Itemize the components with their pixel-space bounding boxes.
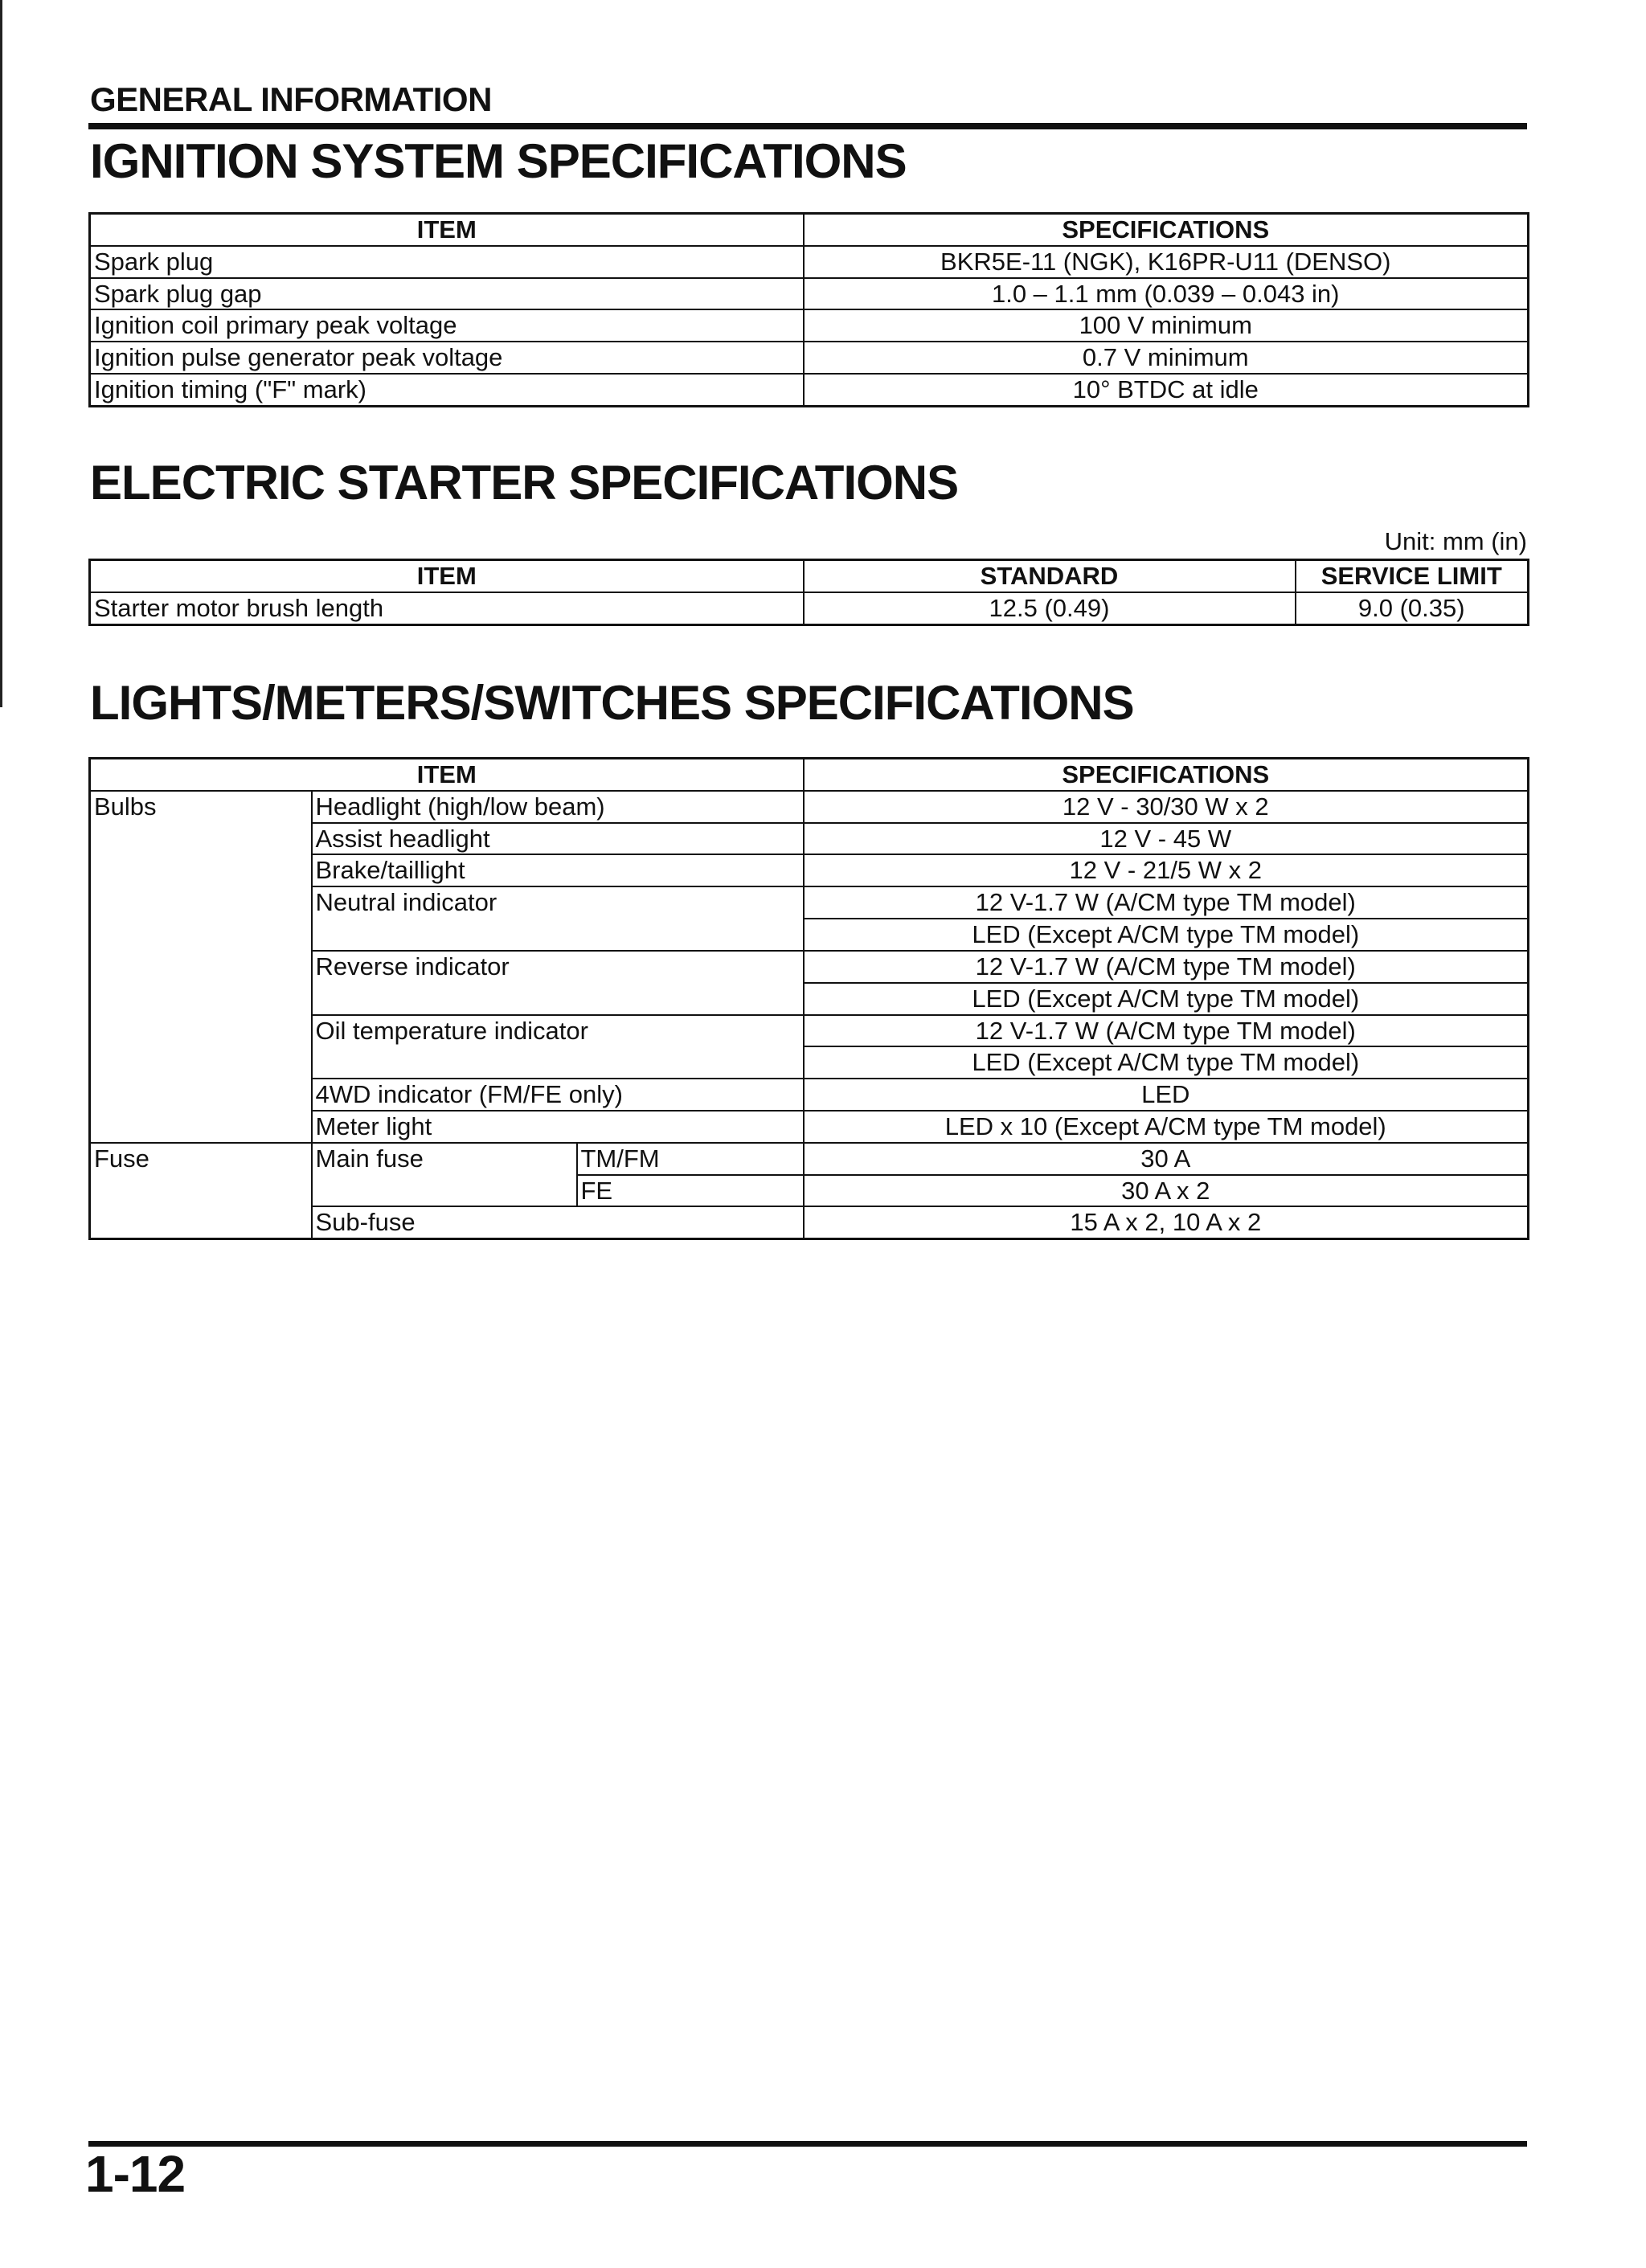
item-cell: Headlight (high/low beam): [312, 791, 804, 823]
footer-rule: [88, 2141, 1527, 2147]
spec-cell: 12 V - 30/30 W x 2: [804, 791, 1529, 823]
column-header-service-limit: SERVICE LIMIT: [1296, 560, 1529, 592]
page-number: 1-12: [85, 2145, 186, 2203]
spec-cell: 30 A x 2: [804, 1175, 1529, 1207]
table-row: [90, 309, 1529, 342]
chapter-header: GENERAL INFORMATION: [90, 80, 492, 118]
column-header-standard: STANDARD: [804, 560, 1296, 592]
model-cell: TM/FM: [577, 1143, 804, 1175]
item-cell: Sub-fuse: [312, 1206, 804, 1238]
ignition-section-title: IGNITION SYSTEM SPECIFICATIONS: [90, 134, 907, 188]
model-cell: FE: [577, 1175, 804, 1207]
spec-cell: LED (Except A/CM type TM model): [804, 983, 1529, 1015]
spec-cell: LED: [804, 1079, 1529, 1111]
spec-cell: 12 V - 21/5 W x 2: [804, 854, 1529, 886]
lights-spec-table: [88, 757, 1529, 1240]
header-rule: [88, 123, 1527, 129]
table-row: [90, 342, 1529, 374]
table-row: [90, 374, 1529, 406]
item-cell: Ignition timing ("F" mark): [90, 374, 804, 406]
spec-cell: LED (Except A/CM type TM model): [804, 1046, 1529, 1079]
table-row: [90, 791, 1529, 823]
item-cell: Starter motor brush length: [90, 592, 804, 624]
item-cell: Ignition coil primary peak voltage: [90, 309, 804, 342]
column-header-specifications: SPECIFICATIONS: [804, 214, 1529, 246]
item-cell: Neutral indicator: [312, 886, 804, 951]
item-cell: Spark plug: [90, 246, 804, 278]
item-cell: Ignition pulse generator peak voltage: [90, 342, 804, 374]
starter-spec-table: [88, 559, 1529, 626]
table-header-row: [90, 214, 1529, 246]
spec-cell: 12 V-1.7 W (A/CM type TM model): [804, 1015, 1529, 1047]
group-cell-fuse: Fuse: [90, 1143, 312, 1239]
spec-cell: LED x 10 (Except A/CM type TM model): [804, 1111, 1529, 1143]
standard-cell: 12.5 (0.49): [804, 592, 1296, 624]
column-header-item: ITEM: [90, 759, 804, 791]
unit-note: Unit: mm (in): [1384, 527, 1527, 555]
spec-cell: 12 V-1.7 W (A/CM type TM model): [804, 886, 1529, 919]
spec-cell: 30 A: [804, 1143, 1529, 1175]
spec-cell: 15 A x 2, 10 A x 2: [804, 1206, 1529, 1238]
spec-cell: 12 V-1.7 W (A/CM type TM model): [804, 951, 1529, 983]
spec-cell: 100 V minimum: [804, 309, 1529, 342]
table-row: [90, 1143, 1529, 1175]
item-cell: Brake/taillight: [312, 854, 804, 886]
ignition-spec-table: [88, 212, 1529, 407]
table-header-row: [90, 560, 1529, 592]
item-cell: Assist headlight: [312, 823, 804, 855]
group-cell-bulbs: Bulbs: [90, 791, 312, 1143]
spec-cell: 12 V - 45 W: [804, 823, 1529, 855]
table-row: [90, 592, 1529, 624]
page-edge-line: [0, 0, 2, 707]
column-header-specifications: SPECIFICATIONS: [804, 759, 1529, 791]
spec-cell: BKR5E-11 (NGK), K16PR-U11 (DENSO): [804, 246, 1529, 278]
starter-section-title: ELECTRIC STARTER SPECIFICATIONS: [90, 456, 959, 510]
spec-cell: 0.7 V minimum: [804, 342, 1529, 374]
item-cell: Reverse indicator: [312, 951, 804, 1015]
item-cell: 4WD indicator (FM/FE only): [312, 1079, 804, 1111]
table-header-row: [90, 759, 1529, 791]
item-cell: Oil temperature indicator: [312, 1015, 804, 1079]
item-cell: Spark plug gap: [90, 278, 804, 310]
spec-cell: 10° BTDC at idle: [804, 374, 1529, 406]
table-row: [90, 278, 1529, 310]
spec-cell: LED (Except A/CM type TM model): [804, 919, 1529, 951]
column-header-item: ITEM: [90, 214, 804, 246]
lights-section-title: LIGHTS/METERS/SWITCHES SPECIFICATIONS: [90, 676, 1134, 730]
table-row: [90, 246, 1529, 278]
item-cell: Meter light: [312, 1111, 804, 1143]
item-cell: Main fuse: [312, 1143, 577, 1207]
service-limit-cell: 9.0 (0.35): [1296, 592, 1529, 624]
column-header-item: ITEM: [90, 560, 804, 592]
spec-cell: 1.0 – 1.1 mm (0.039 – 0.043 in): [804, 278, 1529, 310]
